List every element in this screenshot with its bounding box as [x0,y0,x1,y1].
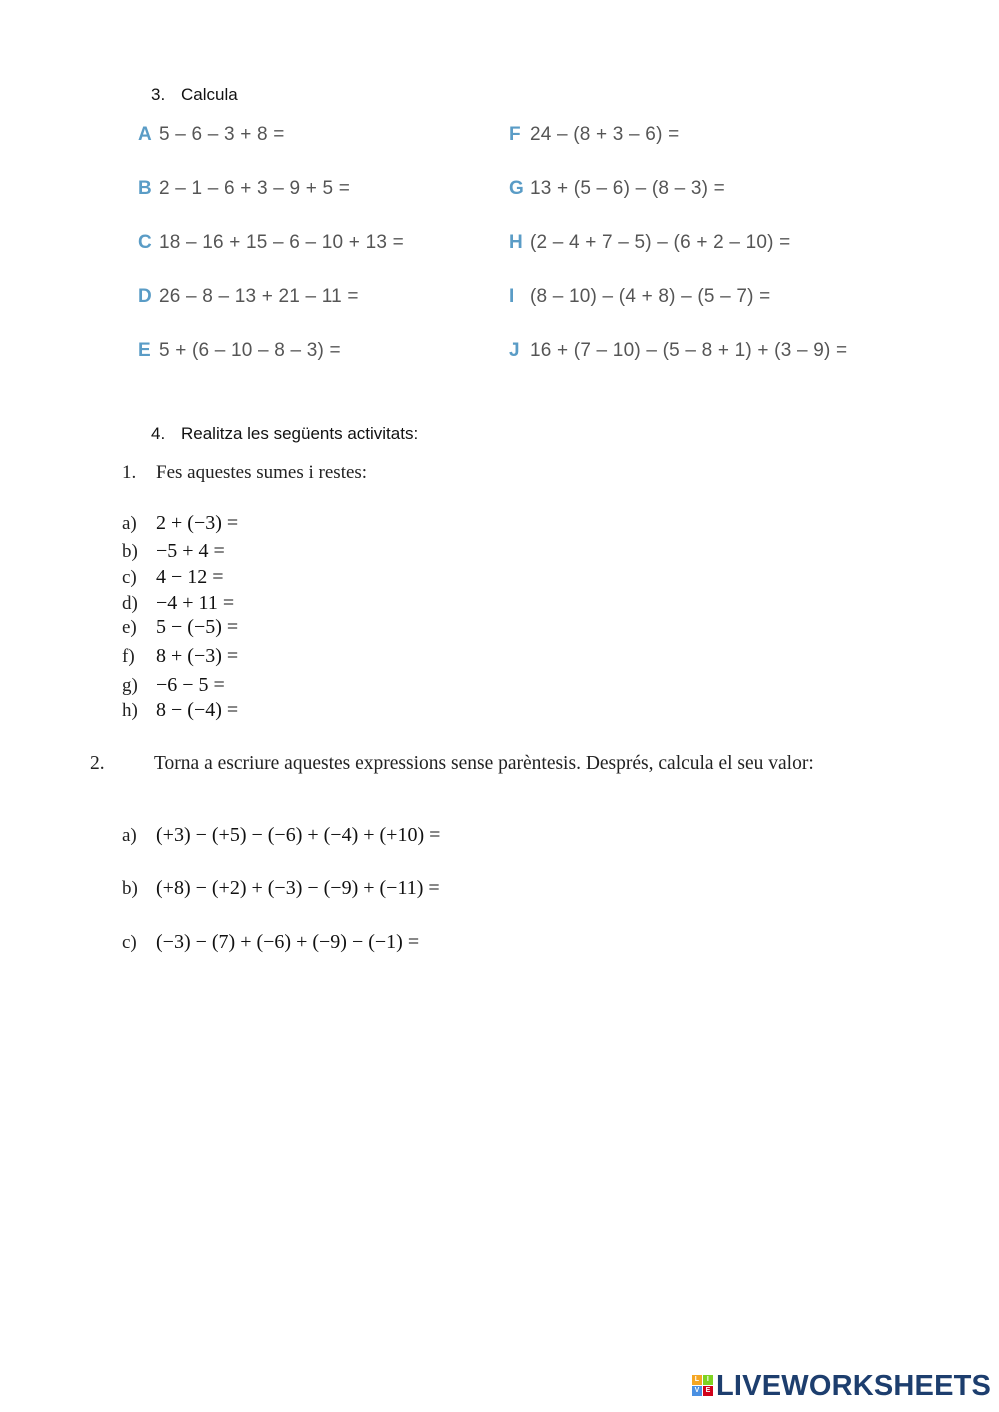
item-expression: (+8) − (+2) + (−3) − (−9) + (−11) = [156,877,440,899]
exercise-d [138,286,359,308]
item-label: c) [122,567,137,588]
item-expression: −6 − 5 = [156,674,225,696]
exercise-letter: G [509,178,524,199]
exercise-letter: F [509,124,521,145]
liveworksheets-logo-icon [692,1375,713,1396]
item-expression: −5 + 4 = [156,540,225,562]
item-label: b) [122,878,138,899]
logo-icon-tile: L [692,1375,702,1385]
section-3-heading [151,85,238,105]
exercise-expression: 2 – 1 – 6 + 3 – 9 + 5 = [159,178,351,199]
exercise-expression: 13 + (5 – 6) – (8 – 3) = [530,178,725,199]
item-expression: −4 + 11 = [156,592,235,614]
exercise-expression: 18 – 16 + 15 – 6 – 10 + 13 = [159,232,404,253]
exercise-letter: J [509,340,520,361]
exercise-letter: E [138,340,151,361]
activity-2-item-a [122,824,440,847]
exercise-letter: D [138,286,152,307]
item-expression: (−3) − (7) + (−6) + (−9) − (−1) = [156,931,420,953]
activity-2-text: Torna a escriure aquestes expressions sense parèntesis. Després, calcula el seu valor: [154,753,814,774]
item-expression: 8 + (−3) = [156,645,239,667]
exercise-i [509,286,770,308]
item-label: e) [122,617,137,638]
item-label: a) [122,825,137,846]
item-label: h) [122,700,138,721]
item-label: d) [122,593,138,614]
section-3-title: Calcula [181,85,238,104]
exercise-expression: 5 + (6 – 10 – 8 – 3) = [159,340,341,361]
logo-icon-tile: I [703,1375,713,1385]
exercise-expression: (8 – 10) – (4 + 8) – (5 – 7) = [530,286,771,307]
item-label: f) [122,646,135,667]
item-label: c) [122,932,137,953]
exercise-letter: H [509,232,523,253]
exercise-expression: 5 – 6 – 3 + 8 = [159,124,285,145]
activity-1-item-b [122,540,225,563]
exercise-b [138,178,350,200]
item-label: a) [122,513,137,534]
exercise-e [138,340,341,362]
exercise-h [509,232,790,254]
activity-1-item-a [122,512,238,535]
item-expression: 4 − 12 = [156,566,224,588]
section-3-number: 3. [151,85,166,104]
exercise-f [509,124,679,146]
exercise-expression: (2 – 4 + 7 – 5) – (6 + 2 – 10) = [530,232,791,253]
exercise-letter: A [138,124,152,145]
activity-1-item-g [122,674,225,697]
activity-1-item-h [122,699,238,722]
activity-2-item-b [122,877,440,900]
activity-2-instructions [90,751,857,776]
activity-1-title: Fes aquestes sumes i restes: [156,462,368,483]
item-expression: 5 − (−5) = [156,616,239,638]
exercise-j [509,340,847,362]
activity-1-number: 1. [122,462,137,483]
exercise-expression: 24 – (8 + 3 – 6) = [530,124,680,145]
item-expression: 8 − (−4) = [156,699,239,721]
exercise-letter: B [138,178,152,199]
activity-1-item-c [122,566,224,589]
section-4-heading [151,424,418,444]
liveworksheets-logo[interactable] [692,1370,991,1403]
liveworksheets-logo-text: LIVEWORKSHEETS [716,1370,992,1402]
exercise-letter: C [138,232,152,253]
activity-2-number: 2. [90,753,105,774]
activity-1-heading [122,462,367,484]
exercise-g [509,178,725,200]
activity-2-item-c [122,931,419,954]
section-4-title: Realitza les següents activitats: [181,424,419,443]
exercise-c [138,232,404,254]
item-expression: 2 + (−3) = [156,512,239,534]
section-4-number: 4. [151,424,166,443]
activity-1-item-d [122,592,234,615]
logo-icon-tile: V [692,1386,702,1396]
activity-1-item-e [122,616,238,639]
exercise-expression: 26 – 8 – 13 + 21 – 11 = [159,286,359,307]
item-label: b) [122,541,138,562]
logo-icon-tile: E [703,1386,713,1396]
exercise-a [138,124,285,146]
exercise-expression: 16 + (7 – 10) – (5 – 8 + 1) + (3 – 9) = [530,340,848,361]
item-expression: (+3) − (+5) − (−6) + (−4) + (+10) = [156,824,441,846]
activity-1-item-f [122,645,238,668]
exercise-letter: I [509,286,515,307]
item-label: g) [122,675,138,696]
